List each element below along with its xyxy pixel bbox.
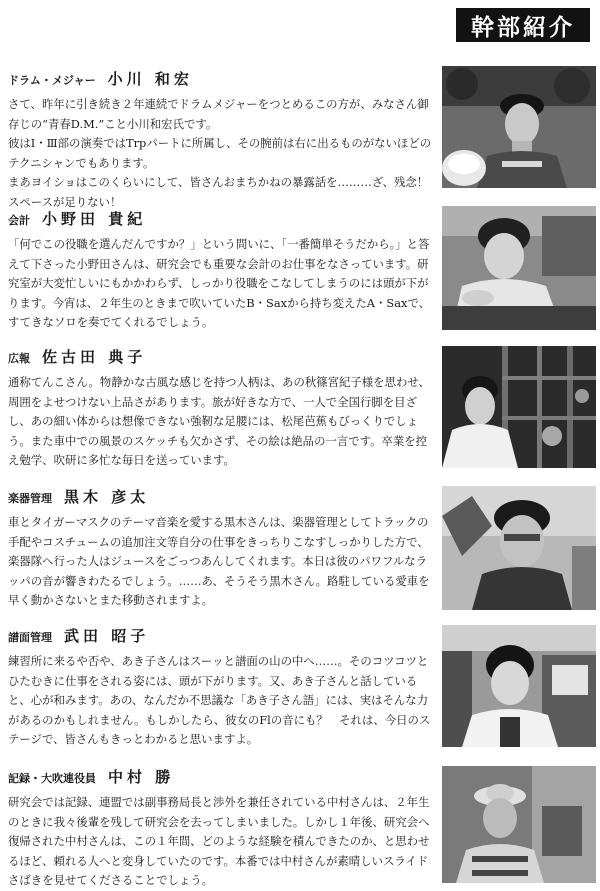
member-heading — [8, 68, 433, 89]
member-description — [8, 235, 433, 333]
member-description — [8, 373, 433, 471]
paragraph: 通称てんこさん。物静かな古風な感じを持つ人柄は、あの秋篠宮紀子様を思わせ、周囲をよせつけない上品さがあります。旅が好きな方で、一人で全国行脚を目ざし、あの細い体からは想像できない強靭な足腰には、松尾芭蕉もびっくりでしょう。また車中での風景のスケッチも欠かさず、その絵は絶品の一言です。卒業を控え勉学、吹研に多忙な毎日を送っています。 — [8, 375, 430, 467]
member-role: 記録・大吹連役員 — [8, 772, 96, 785]
member-text — [8, 766, 433, 891]
member-text — [8, 208, 433, 333]
member-heading — [8, 766, 433, 787]
paragraph: 練習所に来るや否や、あき子さんはスーッと譜面の山の中へ……。そのコツコツとひたむきに仕事をされる姿には、頭が下がります。又、あき子さんと話していると、心が和みます。あの、なんだか不思議な「あき子さん語」には、実はそんな力があるのかもしれません。もしかしたら、彼女のFlの音にも？ それは、今日のステージで、皆さんもきっとわかると思いますよ。 — [8, 654, 431, 746]
member-photo — [442, 486, 596, 610]
member-role: 譜面管理 — [8, 631, 52, 644]
member-role: 広報 — [8, 352, 30, 365]
member-name: 小川 和宏 — [107, 70, 193, 88]
paragraph: 「何でこの役職を選んだんですか？」という問いに、「一番簡単そうだから。」と答えて下さった小野田さんは、研究会でも重要な会計のお仕事をなさっています。研究室が大変忙しいにもかかわらず、しっかり役職をこなしてしまうのには頭が下がります。今宵は、２年生のときまで吹いていたB・Saxから持ち変えたA・Saxで、すてきなソロを奏でてくれるでしょう。 — [8, 237, 430, 329]
member-photo — [442, 766, 596, 883]
member-text — [8, 486, 433, 611]
member-text — [8, 68, 433, 212]
member-name: 中村 勝 — [108, 768, 175, 786]
member-heading — [8, 486, 433, 507]
paragraph: さて、昨年に引き続き２年連続でドラムメジャーをつとめるこの方が、みなさん御存じの“青春D.M.”こと小川和宏氏です。 — [8, 97, 429, 131]
member-photo — [442, 625, 596, 747]
member-text — [8, 625, 433, 750]
member-text — [8, 346, 433, 471]
paragraph: 彼はⅠ・Ⅲ部の演奏ではTrpパートに所属し、その腕前は右に出るものがないほどのテクニシャンでもあります。 — [8, 136, 432, 170]
member-heading — [8, 625, 433, 646]
member-description — [8, 95, 433, 212]
member-description — [8, 652, 433, 750]
member-heading — [8, 346, 433, 367]
member-description — [8, 793, 433, 891]
member-name: 佐古田 典子 — [42, 348, 147, 366]
member-photo — [442, 346, 596, 468]
paragraph: 車とタイガーマスクのテーマ音楽を愛する黒木さんは、楽器管理としてトラックの手配やコスチュームの追加注文等自分の仕事をきっちりこなすしっかりした方で、楽器隊へ行った人はジュースをごっつあんしてくれます。本日は彼のパワフルなラッパの音が響きわたるでしょう。……あ、そうそう黒木さん。路駐している愛車を早く動かさないとまた移動されますよ。 — [8, 515, 430, 607]
paragraph: まあヨイショはこのくらいにして、皆さんおまちかねの暴露話を………ざ、残念！スペースが足りない！ — [8, 175, 429, 209]
paragraph: 研究会では記録、連盟では副事務局長と渉外を兼任されている中村さんは、２年生のときに我々後輩を残して研究会を去ってしまいました。しかし１年後、研究会へ復帰された中村さんは、この１年間、どのような経験を積んできたのか、と思わせるほど、頼れる人へと変身していたのです。本番では中村さんが素晴しいスライドさばきを見せてくださることでしょう。 — [8, 795, 430, 887]
member-name: 小野田 貴紀 — [42, 210, 147, 228]
page-title: 幹部紹介 — [456, 8, 590, 42]
member-description — [8, 513, 433, 611]
member-name: 武田 昭子 — [64, 627, 150, 645]
member-photo — [442, 206, 596, 330]
member-photo — [442, 66, 596, 188]
member-heading — [8, 208, 433, 229]
member-role: 楽器管理 — [8, 492, 52, 505]
member-name: 黒木 彦太 — [64, 488, 150, 506]
member-role: ドラム・メジャー — [8, 74, 96, 87]
member-role: 会計 — [8, 214, 30, 227]
